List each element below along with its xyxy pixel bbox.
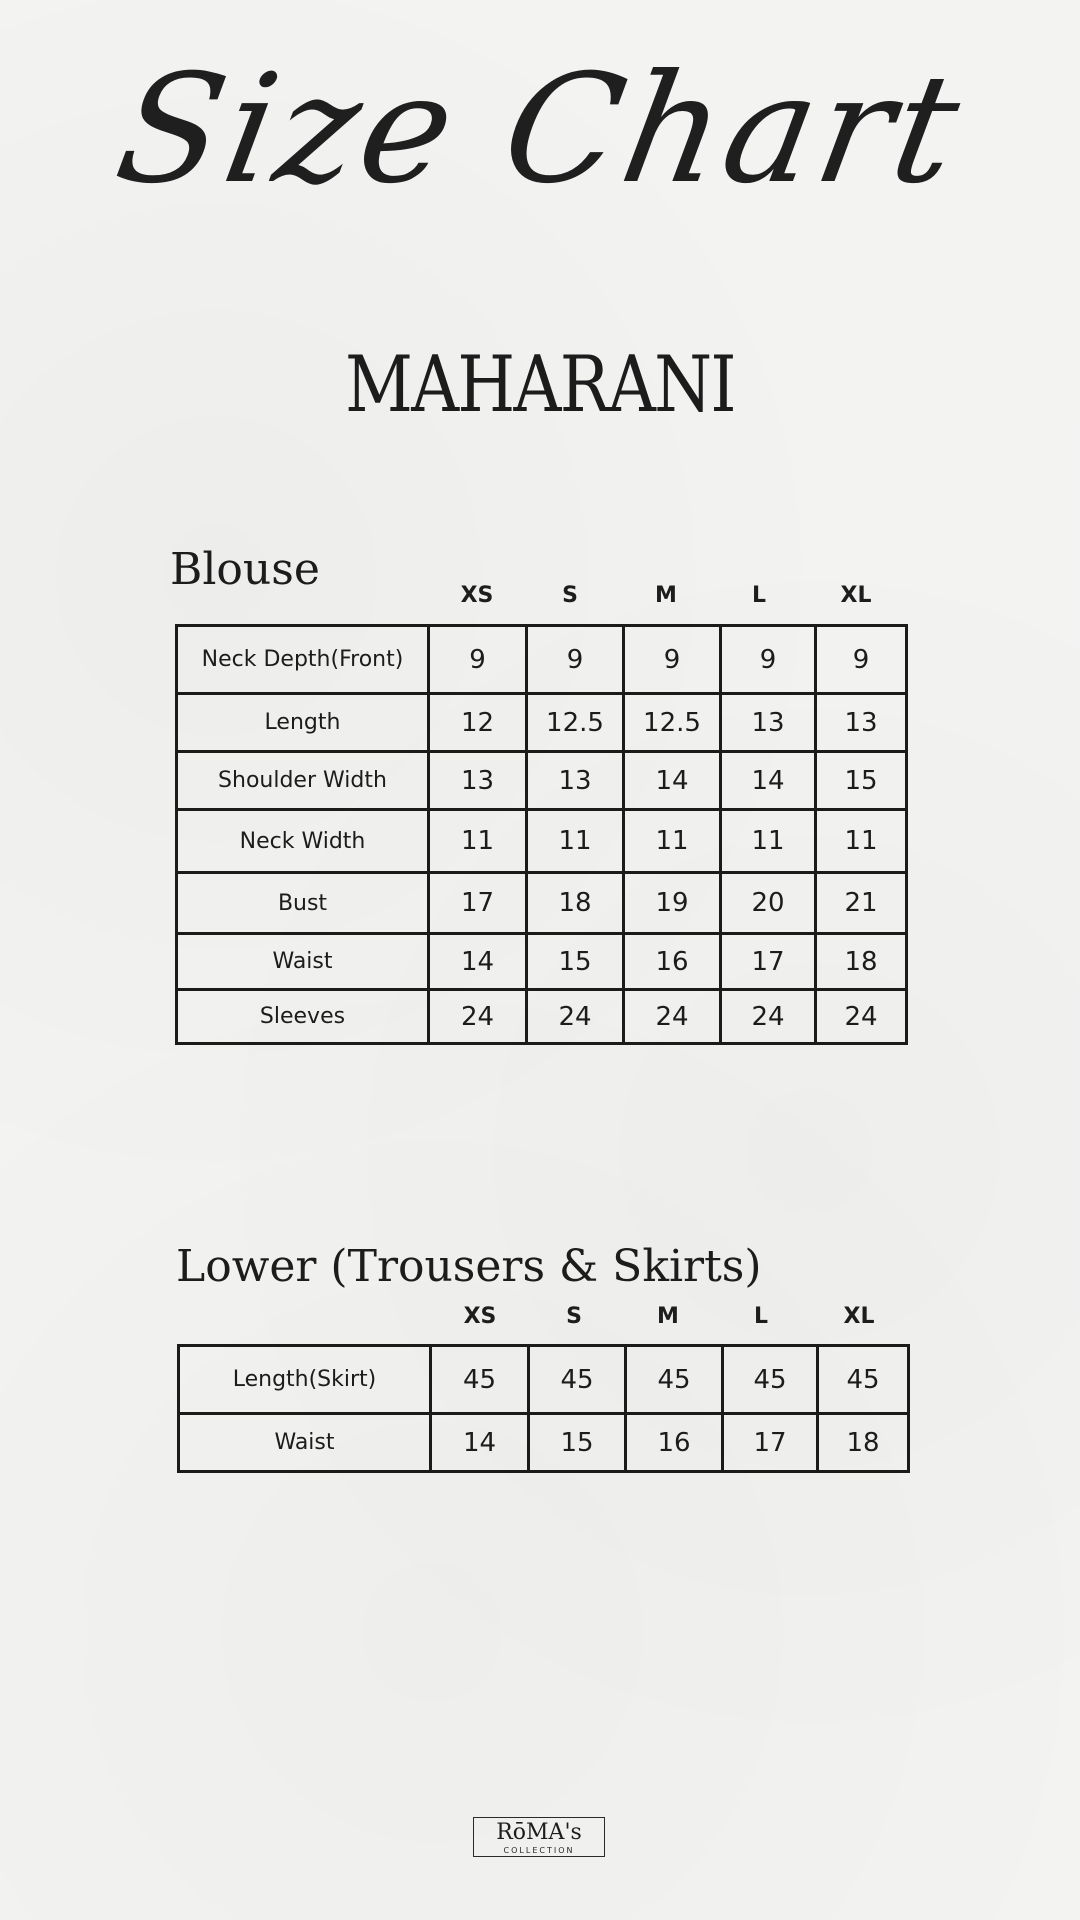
size-header-s: S <box>566 1304 582 1329</box>
table-cell: 13 <box>429 752 527 810</box>
table-cell: 9 <box>624 626 721 694</box>
table-cell: 24 <box>429 990 527 1044</box>
table-cell: 17 <box>723 1414 818 1472</box>
table-cell: 15 <box>527 934 624 990</box>
table-cell: 12.5 <box>527 694 624 752</box>
table-row <box>177 694 907 752</box>
table-cell: 14 <box>721 752 816 810</box>
lower-size-table <box>177 1344 910 1473</box>
table-row <box>177 873 907 934</box>
blouse-size-header <box>0 579 1080 613</box>
row-label: Neck Width <box>177 810 429 873</box>
table-cell: 11 <box>624 810 721 873</box>
table-cell: 45 <box>723 1346 818 1414</box>
table-cell: 45 <box>626 1346 723 1414</box>
row-label: Shoulder Width <box>177 752 429 810</box>
row-label: Sleeves <box>177 990 429 1044</box>
blouse-section-title: Blouse <box>170 544 320 595</box>
table-cell: 11 <box>429 810 527 873</box>
size-header-xs: XS <box>463 1304 497 1329</box>
size-header-xl: XL <box>840 583 872 608</box>
table-cell: 16 <box>624 934 721 990</box>
row-label: Length <box>177 694 429 752</box>
table-cell: 18 <box>818 1414 909 1472</box>
blouse-size-table <box>175 624 908 1045</box>
table-cell: 24 <box>816 990 907 1044</box>
row-label: Length(Skirt) <box>179 1346 431 1414</box>
table-cell: 11 <box>816 810 907 873</box>
table-cell: 19 <box>624 873 721 934</box>
table-cell: 20 <box>721 873 816 934</box>
lower-section-title: Lower (Trousers & Skirts) <box>176 1241 762 1292</box>
table-cell: 12.5 <box>624 694 721 752</box>
lower-size-header <box>0 1300 1080 1334</box>
brand-name: MAHARANI <box>345 340 735 430</box>
size-header-xl: XL <box>843 1304 875 1329</box>
size-header-l: L <box>753 1304 769 1329</box>
table-row <box>179 1346 909 1414</box>
table-row <box>177 810 907 873</box>
table-cell: 9 <box>721 626 816 694</box>
table-cell: 15 <box>529 1414 626 1472</box>
row-label: Neck Depth(Front) <box>177 626 429 694</box>
table-cell: 45 <box>529 1346 626 1414</box>
table-cell: 11 <box>721 810 816 873</box>
table-cell: 9 <box>816 626 907 694</box>
page-title: Size Chart <box>105 43 975 217</box>
size-header-l: L <box>751 583 767 608</box>
table-cell: 24 <box>527 990 624 1044</box>
table-cell: 14 <box>624 752 721 810</box>
table-row <box>179 1414 909 1472</box>
size-header-m: M <box>657 1304 679 1329</box>
table-cell: 13 <box>721 694 816 752</box>
table-cell: 9 <box>429 626 527 694</box>
table-cell: 45 <box>431 1346 529 1414</box>
table-cell: 18 <box>527 873 624 934</box>
table-cell: 12 <box>429 694 527 752</box>
table-cell: 21 <box>816 873 907 934</box>
table-cell: 45 <box>818 1346 909 1414</box>
size-header-m: M <box>655 583 677 608</box>
table-cell: 13 <box>816 694 907 752</box>
table-cell: 18 <box>816 934 907 990</box>
table-cell: 17 <box>721 934 816 990</box>
roma-collection-logo <box>473 1817 605 1857</box>
size-header-s: S <box>562 583 578 608</box>
row-label: Waist <box>179 1414 431 1472</box>
table-cell: 13 <box>527 752 624 810</box>
table-cell: 11 <box>527 810 624 873</box>
row-label: Bust <box>177 873 429 934</box>
table-row <box>177 752 907 810</box>
table-cell: 14 <box>429 934 527 990</box>
logo-main-text: RōMA's <box>496 1820 582 1845</box>
row-label: Waist <box>177 934 429 990</box>
table-row <box>177 990 907 1044</box>
table-row <box>177 626 907 694</box>
table-cell: 9 <box>527 626 624 694</box>
table-cell: 24 <box>721 990 816 1044</box>
table-cell: 14 <box>431 1414 529 1472</box>
table-row <box>177 934 907 990</box>
size-header-xs: XS <box>460 583 494 608</box>
logo-sub-text: COLLECTION <box>503 1846 575 1855</box>
table-cell: 24 <box>624 990 721 1044</box>
table-cell: 16 <box>626 1414 723 1472</box>
table-cell: 17 <box>429 873 527 934</box>
table-cell: 15 <box>816 752 907 810</box>
